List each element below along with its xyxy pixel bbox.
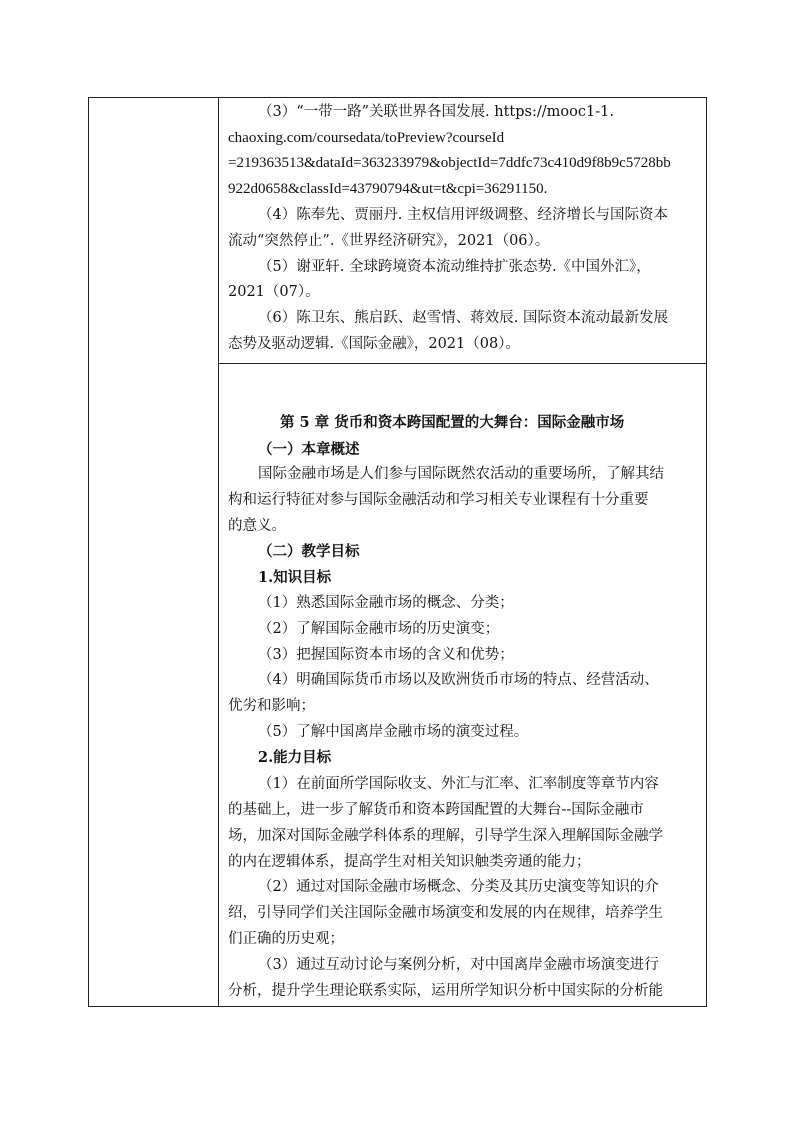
ability-item: （1）在前面所学国际收支、外汇与汇率、汇率制度等章节内容 — [258, 776, 659, 792]
ability-item: 的基础上，进一步了解货币和资本跨国配置的大舞台--国际金融市 — [228, 802, 644, 818]
document-table — [88, 97, 707, 1007]
reference-6-line-1: （6）陈卫东、熊启跃、赵雪情、蒋效辰. 国际资本流动最新发展 — [258, 310, 668, 326]
ability-item: （3）通过互动讨论与案例分析，对中国离岸金融市场演变进行 — [258, 957, 659, 973]
reference-3-line-2: chaoxing.com/coursedata/toPreview?courseId — [228, 130, 505, 146]
knowledge-item: （1）熟悉国际金融市场的概念、分类； — [258, 595, 514, 611]
ability-item: 绍，引导同学们关注国际金融市场演变和发展的内在规律，培养学生 — [228, 905, 663, 921]
ability-item: 的内在逻辑体系，提高学生对相关知识触类旁通的能力； — [228, 854, 591, 870]
reference-6-line-2: 态势及驱动逻辑.《国际金融》，2021（08）。 — [228, 336, 520, 352]
ability-item: 们正确的历史观； — [228, 931, 344, 947]
row-divider — [218, 363, 706, 364]
knowledge-heading: 1.知识目标 — [258, 569, 332, 586]
knowledge-item: 优劣和影响； — [228, 698, 315, 714]
knowledge-item: （2）了解国际金融市场的历史演变； — [258, 621, 500, 637]
knowledge-item: （5）了解中国离岸金融市场的演变过程。 — [258, 724, 529, 740]
reference-5-line-2: 2021（07）。 — [228, 284, 320, 300]
knowledge-item: （3）把握国际资本市场的含义和优势； — [258, 647, 514, 663]
chapter-title: 第 5 章 货币和资本跨国配置的大舞台：国际金融市场 — [280, 414, 625, 431]
ability-heading: 2.能力目标 — [258, 749, 332, 766]
ability-item: （2）通过对国际金融市场概念、分类及其历史演变等知识的介 — [258, 879, 659, 895]
reference-3-line-1: （3）“一带一路”关联世界各国发展. https://mooc1-1. — [258, 104, 614, 120]
reference-3-line-4: 922d0658&classId=43790794&ut=t&cpi=36291150. — [228, 181, 548, 197]
ability-item: 场，加深对国际金融学科体系的理解，引导学生深入理解国际金融学 — [228, 828, 663, 844]
overview-line: 国际金融市场是人们参与国际既然农活动的重要场所，了解其结 — [258, 466, 664, 482]
reference-4-line-2: 流动“突然停止”.《世界经济研究》，2021（06）。 — [228, 233, 550, 249]
objectives-heading: （二）教学目标 — [258, 543, 360, 560]
reference-4-line-1: （4）陈奉先、贾丽丹. 主权信用评级调整、经济增长与国际资本 — [258, 207, 668, 223]
overview-line: 的意义。 — [228, 518, 286, 534]
reference-5-line-1: （5）谢亚轩. 全球跨境资本流动维持扩张态势.《中国外汇》， — [258, 259, 651, 275]
column-divider — [218, 98, 219, 1006]
ability-item: 分析，提升学生理论联系实际，运用所学知识分析中国实际的分析能 — [228, 983, 663, 999]
overview-line: 构和运行特征对参与国际金融活动和学习相关专业课程有十分重要 — [228, 492, 649, 508]
reference-3-line-3: =219363513&dataId=363233979&objectId=7ddfc73c410d9f8b9c5728bb — [228, 155, 671, 171]
overview-heading: （一）本章概述 — [258, 441, 360, 458]
knowledge-item: （4）明确国际货币市场以及欧洲货币市场的特点、经营活动、 — [258, 672, 659, 688]
